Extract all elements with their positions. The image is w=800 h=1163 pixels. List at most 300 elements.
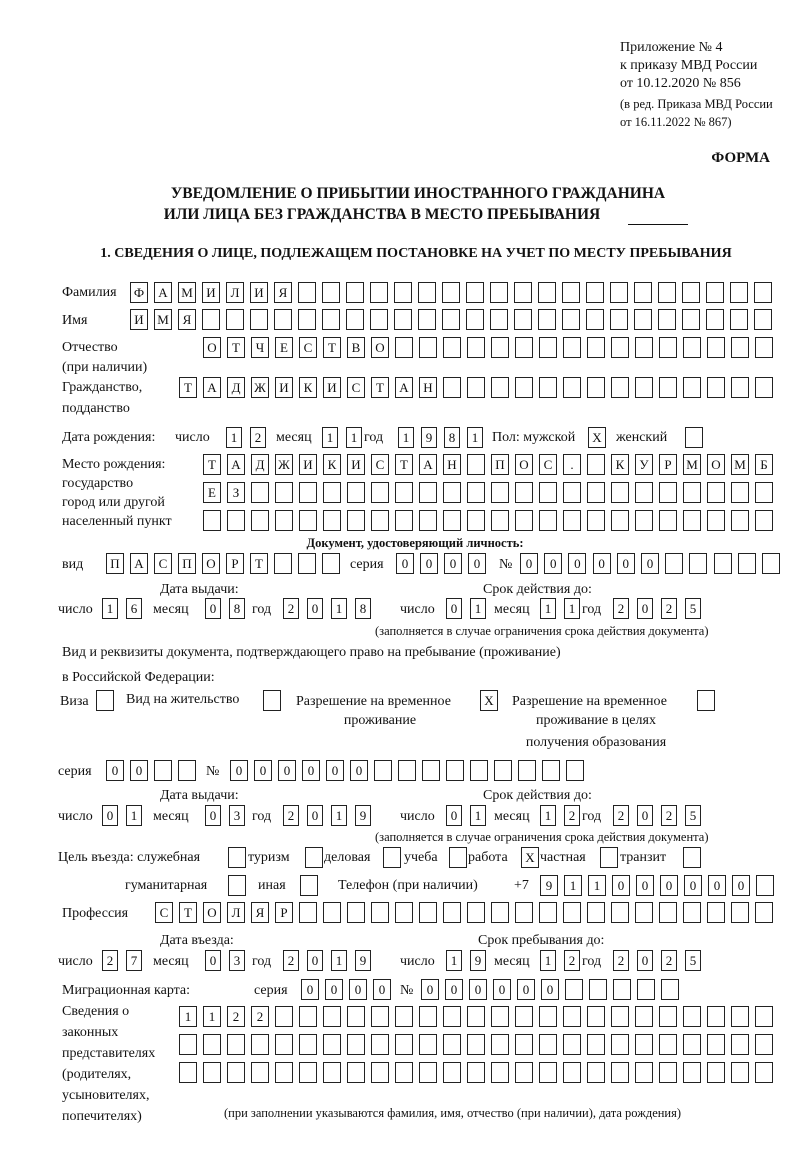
char-box-patronymic[interactable] (635, 337, 653, 358)
char-box-birthplace-line2[interactable] (755, 482, 773, 503)
char-box-doc-issue-year[interactable]: 1 (331, 598, 347, 619)
char-box-doc-issue-year[interactable]: 0 (307, 598, 323, 619)
char-box-birthplace-line3[interactable] (539, 510, 557, 531)
char-box-representatives-line2[interactable] (731, 1034, 749, 1055)
char-box-phone[interactable] (756, 875, 774, 896)
char-box-citizenship[interactable]: А (395, 377, 413, 398)
char-box-birthplace-line2[interactable] (683, 482, 701, 503)
char-box-doc-type[interactable] (298, 553, 316, 574)
char-box-name[interactable] (202, 309, 220, 330)
char-box-profession[interactable]: О (203, 902, 221, 923)
char-box-doc-type[interactable] (322, 553, 340, 574)
char-box-citizenship[interactable] (467, 377, 485, 398)
checkbox-permit-temp-residence[interactable]: X (480, 690, 498, 711)
char-box-birthplace-line1[interactable] (587, 454, 605, 475)
char-box-profession[interactable] (371, 902, 389, 923)
char-box-permit-number[interactable] (398, 760, 416, 781)
char-box-citizenship[interactable]: И (275, 377, 293, 398)
char-box-doc-type[interactable]: Р (226, 553, 244, 574)
char-box-representatives-line2[interactable] (251, 1034, 269, 1055)
char-box-surname[interactable]: Я (274, 282, 292, 303)
char-box-birth-day[interactable]: 1 (226, 427, 242, 448)
char-box-birth-year[interactable]: 9 (421, 427, 437, 448)
char-box-birthplace-line3[interactable] (755, 510, 773, 531)
char-box-surname[interactable] (370, 282, 388, 303)
char-box-permit-issue-year[interactable]: 9 (355, 805, 371, 826)
char-box-citizenship[interactable] (755, 377, 773, 398)
char-box-representatives-line1[interactable] (467, 1006, 485, 1027)
char-box-birthplace-line3[interactable] (467, 510, 485, 531)
char-box-representatives-line2[interactable] (563, 1034, 581, 1055)
char-box-representatives-line3[interactable] (395, 1062, 413, 1083)
char-box-profession[interactable] (395, 902, 413, 923)
char-box-representatives-line1[interactable]: 1 (179, 1006, 197, 1027)
char-box-citizenship[interactable] (515, 377, 533, 398)
char-box-name[interactable] (394, 309, 412, 330)
char-box-permit-issue-month[interactable]: 0 (205, 805, 221, 826)
char-box-entry-year[interactable]: 0 (307, 950, 323, 971)
char-box-stay-month[interactable]: 1 (540, 950, 556, 971)
char-box-representatives-line1[interactable] (635, 1006, 653, 1027)
char-box-citizenship[interactable]: А (203, 377, 221, 398)
checkbox-permit-residence[interactable] (263, 690, 281, 711)
char-box-representatives-line1[interactable] (659, 1006, 677, 1027)
char-box-profession[interactable] (491, 902, 509, 923)
char-box-birthplace-line3[interactable] (587, 510, 605, 531)
char-box-birthplace-line1[interactable]: И (299, 454, 317, 475)
char-box-birthplace-line2[interactable] (347, 482, 365, 503)
char-box-doc-type[interactable]: О (202, 553, 220, 574)
char-box-surname[interactable] (442, 282, 460, 303)
char-box-birthplace-line1[interactable]: К (611, 454, 629, 475)
char-box-representatives-line3[interactable] (275, 1062, 293, 1083)
char-box-birthplace-line3[interactable] (371, 510, 389, 531)
char-box-citizenship[interactable]: И (323, 377, 341, 398)
char-box-name[interactable] (538, 309, 556, 330)
char-box-representatives-line1[interactable] (419, 1006, 437, 1027)
char-box-migration-number[interactable] (565, 979, 583, 1000)
char-box-name[interactable] (562, 309, 580, 330)
char-box-representatives-line2[interactable] (515, 1034, 533, 1055)
char-box-patronymic[interactable] (515, 337, 533, 358)
char-box-name[interactable] (466, 309, 484, 330)
char-box-birthplace-line3[interactable] (347, 510, 365, 531)
char-box-birthplace-line1[interactable]: О (515, 454, 533, 475)
char-box-representatives-line1[interactable] (683, 1006, 701, 1027)
char-box-doc-number[interactable]: 0 (641, 553, 659, 574)
char-box-phone[interactable]: 0 (612, 875, 630, 896)
char-box-birthplace-line2[interactable] (611, 482, 629, 503)
char-box-doc-type[interactable]: С (154, 553, 172, 574)
char-box-birthplace-line1[interactable]: Б (755, 454, 773, 475)
char-box-birthplace-line1[interactable]: А (227, 454, 245, 475)
checkbox-purpose-other[interactable] (300, 875, 318, 896)
char-box-representatives-line2[interactable] (467, 1034, 485, 1055)
char-box-representatives-line3[interactable] (467, 1062, 485, 1083)
char-box-doc-number[interactable] (665, 553, 683, 574)
char-box-doc-series[interactable]: 0 (468, 553, 486, 574)
char-box-surname[interactable]: М (178, 282, 196, 303)
char-box-entry-year[interactable]: 1 (331, 950, 347, 971)
char-box-citizenship[interactable]: Т (371, 377, 389, 398)
char-box-profession[interactable] (299, 902, 317, 923)
char-box-patronymic[interactable] (491, 337, 509, 358)
char-box-patronymic[interactable] (659, 337, 677, 358)
char-box-birthplace-line2[interactable] (467, 482, 485, 503)
char-box-representatives-line2[interactable] (275, 1034, 293, 1055)
checkbox-permit-temp-edu[interactable] (697, 690, 715, 711)
char-box-permit-series[interactable]: 0 (130, 760, 148, 781)
char-box-representatives-line3[interactable] (611, 1062, 629, 1083)
char-box-representatives-line3[interactable] (419, 1062, 437, 1083)
char-box-permit-number[interactable]: 0 (230, 760, 248, 781)
char-box-representatives-line3[interactable] (635, 1062, 653, 1083)
char-box-doc-number[interactable] (738, 553, 756, 574)
char-box-birthplace-line1[interactable]: С (539, 454, 557, 475)
char-box-name[interactable] (754, 309, 772, 330)
char-box-phone[interactable]: 0 (708, 875, 726, 896)
char-box-citizenship[interactable] (659, 377, 677, 398)
char-box-representatives-line3[interactable] (347, 1062, 365, 1083)
checkbox-purpose-official[interactable] (228, 847, 246, 868)
char-box-birth-month[interactable]: 1 (322, 427, 338, 448)
char-box-representatives-line2[interactable] (635, 1034, 653, 1055)
char-box-permit-issue-day[interactable]: 0 (102, 805, 118, 826)
char-box-birthplace-line2[interactable] (371, 482, 389, 503)
char-box-birthplace-line3[interactable] (683, 510, 701, 531)
char-box-representatives-line1[interactable] (731, 1006, 749, 1027)
char-box-patronymic[interactable] (419, 337, 437, 358)
char-box-representatives-line1[interactable] (755, 1006, 773, 1027)
char-box-migration-number[interactable]: 0 (517, 979, 535, 1000)
checkbox-purpose-study[interactable] (449, 847, 467, 868)
char-box-permit-issue-month[interactable]: 3 (229, 805, 245, 826)
char-box-birthplace-line2[interactable]: Е (203, 482, 221, 503)
char-box-birthplace-line1[interactable]: С (371, 454, 389, 475)
char-box-representatives-line2[interactable] (659, 1034, 677, 1055)
char-box-profession[interactable] (323, 902, 341, 923)
char-box-permit-number[interactable]: 0 (350, 760, 368, 781)
char-box-name[interactable] (274, 309, 292, 330)
char-box-birthplace-line2[interactable] (539, 482, 557, 503)
char-box-name[interactable] (514, 309, 532, 330)
char-box-permit-number[interactable]: 0 (326, 760, 344, 781)
char-box-phone[interactable]: 1 (588, 875, 606, 896)
char-box-birthplace-line3[interactable] (707, 510, 725, 531)
char-box-representatives-line1[interactable] (323, 1006, 341, 1027)
char-box-representatives-line3[interactable] (203, 1062, 221, 1083)
char-box-permit-number[interactable] (374, 760, 392, 781)
char-box-stay-year[interactable]: 2 (613, 950, 629, 971)
char-box-representatives-line1[interactable]: 1 (203, 1006, 221, 1027)
char-box-permit-number[interactable] (470, 760, 488, 781)
char-box-migration-series[interactable]: 0 (349, 979, 367, 1000)
char-box-stay-year[interactable]: 5 (685, 950, 701, 971)
char-box-patronymic[interactable]: О (371, 337, 389, 358)
char-box-permit-number[interactable] (422, 760, 440, 781)
char-box-surname[interactable] (490, 282, 508, 303)
char-box-citizenship[interactable] (563, 377, 581, 398)
char-box-representatives-line3[interactable] (299, 1062, 317, 1083)
char-box-profession[interactable] (635, 902, 653, 923)
char-box-birth-year[interactable]: 8 (444, 427, 460, 448)
char-box-birth-month[interactable]: 1 (346, 427, 362, 448)
char-box-birthplace-line1[interactable] (467, 454, 485, 475)
char-box-stay-day[interactable]: 9 (470, 950, 486, 971)
char-box-profession[interactable] (683, 902, 701, 923)
char-box-representatives-line2[interactable] (371, 1034, 389, 1055)
char-box-birthplace-line3[interactable] (731, 510, 749, 531)
char-box-stay-year[interactable]: 2 (661, 950, 677, 971)
char-box-representatives-line3[interactable] (683, 1062, 701, 1083)
char-box-surname[interactable] (538, 282, 556, 303)
char-box-birthplace-line3[interactable] (635, 510, 653, 531)
char-box-permit-series[interactable] (178, 760, 196, 781)
char-box-profession[interactable] (659, 902, 677, 923)
char-box-permit-number[interactable] (542, 760, 560, 781)
char-box-surname[interactable]: И (250, 282, 268, 303)
char-box-migration-number[interactable]: 0 (541, 979, 559, 1000)
char-box-birthplace-line1[interactable]: П (491, 454, 509, 475)
char-box-representatives-line2[interactable] (707, 1034, 725, 1055)
char-box-representatives-line2[interactable] (755, 1034, 773, 1055)
char-box-birthplace-line3[interactable] (251, 510, 269, 531)
char-box-representatives-line3[interactable] (563, 1062, 581, 1083)
char-box-representatives-line2[interactable] (395, 1034, 413, 1055)
char-box-name[interactable] (370, 309, 388, 330)
char-box-permit-issue-year[interactable]: 1 (331, 805, 347, 826)
char-box-migration-number[interactable]: 0 (421, 979, 439, 1000)
char-box-migration-number[interactable] (613, 979, 631, 1000)
char-box-representatives-line1[interactable]: 2 (227, 1006, 245, 1027)
checkbox-purpose-work[interactable]: X (521, 847, 539, 868)
char-box-patronymic[interactable]: В (347, 337, 365, 358)
char-box-citizenship[interactable]: Н (419, 377, 437, 398)
char-box-representatives-line1[interactable] (587, 1006, 605, 1027)
char-box-surname[interactable]: А (154, 282, 172, 303)
char-box-birthplace-line1[interactable]: А (419, 454, 437, 475)
char-box-representatives-line1[interactable] (395, 1006, 413, 1027)
char-box-profession[interactable] (347, 902, 365, 923)
char-box-name[interactable] (610, 309, 628, 330)
char-box-doc-number[interactable] (762, 553, 780, 574)
char-box-profession[interactable]: Т (179, 902, 197, 923)
char-box-birth-year[interactable]: 1 (398, 427, 414, 448)
char-box-birthplace-line1[interactable]: Д (251, 454, 269, 475)
char-box-surname[interactable] (298, 282, 316, 303)
char-box-representatives-line2[interactable] (491, 1034, 509, 1055)
char-box-birthplace-line2[interactable] (275, 482, 293, 503)
char-box-representatives-line1[interactable] (491, 1006, 509, 1027)
char-box-phone[interactable]: 9 (540, 875, 558, 896)
char-box-profession[interactable] (731, 902, 749, 923)
char-box-doc-issue-month[interactable]: 8 (229, 598, 245, 619)
checkbox-purpose-tourism[interactable] (305, 847, 323, 868)
char-box-migration-number[interactable] (637, 979, 655, 1000)
char-box-birthplace-line1[interactable]: И (347, 454, 365, 475)
char-box-birthplace-line3[interactable] (659, 510, 677, 531)
char-box-permit-expiry-year[interactable]: 2 (613, 805, 629, 826)
char-box-name[interactable] (346, 309, 364, 330)
char-box-surname[interactable] (730, 282, 748, 303)
char-box-migration-number[interactable]: 0 (493, 979, 511, 1000)
char-box-permit-expiry-year[interactable]: 0 (637, 805, 653, 826)
char-box-birthplace-line3[interactable] (611, 510, 629, 531)
checkbox-purpose-humanitarian[interactable] (228, 875, 246, 896)
char-box-representatives-line2[interactable] (539, 1034, 557, 1055)
char-box-permit-expiry-day[interactable]: 1 (470, 805, 486, 826)
char-box-citizenship[interactable]: К (299, 377, 317, 398)
char-box-surname[interactable] (682, 282, 700, 303)
char-box-name[interactable] (490, 309, 508, 330)
char-box-birthplace-line3[interactable] (323, 510, 341, 531)
char-box-citizenship[interactable]: Ж (251, 377, 269, 398)
char-box-permit-expiry-day[interactable]: 0 (446, 805, 462, 826)
char-box-birthplace-line2[interactable] (515, 482, 533, 503)
char-box-birthplace-line3[interactable] (443, 510, 461, 531)
char-box-doc-number[interactable]: 0 (544, 553, 562, 574)
char-box-name[interactable] (418, 309, 436, 330)
char-box-name[interactable] (634, 309, 652, 330)
checkbox-permit-visa[interactable] (96, 690, 114, 711)
char-box-profession[interactable]: Я (251, 902, 269, 923)
char-box-name[interactable] (226, 309, 244, 330)
char-box-profession[interactable]: Р (275, 902, 293, 923)
char-box-birthplace-line2[interactable] (395, 482, 413, 503)
char-box-birthplace-line3[interactable] (563, 510, 581, 531)
char-box-birthplace-line2[interactable] (635, 482, 653, 503)
char-box-representatives-line3[interactable] (587, 1062, 605, 1083)
char-box-profession[interactable] (707, 902, 725, 923)
char-box-representatives-line3[interactable] (707, 1062, 725, 1083)
char-box-doc-series[interactable]: 0 (396, 553, 414, 574)
char-box-surname[interactable] (586, 282, 604, 303)
char-box-citizenship[interactable] (731, 377, 749, 398)
char-box-representatives-line1[interactable] (611, 1006, 629, 1027)
char-box-representatives-line1[interactable] (443, 1006, 461, 1027)
char-box-profession[interactable] (467, 902, 485, 923)
char-box-doc-series[interactable]: 0 (420, 553, 438, 574)
char-box-surname[interactable] (706, 282, 724, 303)
char-box-representatives-line3[interactable] (371, 1062, 389, 1083)
char-box-representatives-line1[interactable] (371, 1006, 389, 1027)
char-box-doc-expiry-year[interactable]: 2 (613, 598, 629, 619)
char-box-surname[interactable]: Ф (130, 282, 148, 303)
char-box-representatives-line3[interactable] (323, 1062, 341, 1083)
char-box-birthplace-line3[interactable] (395, 510, 413, 531)
char-box-doc-series[interactable]: 0 (444, 553, 462, 574)
char-box-patronymic[interactable]: О (203, 337, 221, 358)
place-blank-line[interactable] (628, 224, 688, 225)
char-box-name[interactable] (730, 309, 748, 330)
char-box-doc-type[interactable]: А (130, 553, 148, 574)
char-box-birthplace-line2[interactable] (419, 482, 437, 503)
char-box-name[interactable] (706, 309, 724, 330)
char-box-birthplace-line3[interactable] (419, 510, 437, 531)
char-box-surname[interactable]: Л (226, 282, 244, 303)
char-box-migration-series[interactable]: 0 (373, 979, 391, 1000)
char-box-name[interactable] (682, 309, 700, 330)
char-box-permit-issue-year[interactable]: 2 (283, 805, 299, 826)
char-box-name[interactable] (442, 309, 460, 330)
char-box-birthplace-line3[interactable] (203, 510, 221, 531)
char-box-representatives-line2[interactable] (203, 1034, 221, 1055)
char-box-representatives-line1[interactable] (275, 1006, 293, 1027)
char-box-representatives-line2[interactable] (683, 1034, 701, 1055)
char-box-doc-expiry-month[interactable]: 1 (564, 598, 580, 619)
char-box-permit-expiry-year[interactable]: 2 (661, 805, 677, 826)
char-box-birthplace-line2[interactable]: З (227, 482, 245, 503)
char-box-patronymic[interactable] (587, 337, 605, 358)
char-box-migration-number[interactable] (661, 979, 679, 1000)
char-box-citizenship[interactable] (587, 377, 605, 398)
char-box-entry-day[interactable]: 7 (126, 950, 142, 971)
char-box-surname[interactable]: И (202, 282, 220, 303)
char-box-representatives-line2[interactable] (419, 1034, 437, 1055)
char-box-birthplace-line2[interactable] (323, 482, 341, 503)
char-box-doc-issue-year[interactable]: 8 (355, 598, 371, 619)
char-box-permit-expiry-month[interactable]: 2 (564, 805, 580, 826)
char-box-profession[interactable] (443, 902, 461, 923)
char-box-birthplace-line1[interactable]: К (323, 454, 341, 475)
char-box-patronymic[interactable]: С (299, 337, 317, 358)
char-box-patronymic[interactable] (563, 337, 581, 358)
char-box-representatives-line1[interactable]: 2 (251, 1006, 269, 1027)
char-box-doc-issue-year[interactable]: 2 (283, 598, 299, 619)
char-box-entry-month[interactable]: 3 (229, 950, 245, 971)
char-box-name[interactable]: Я (178, 309, 196, 330)
char-box-birthplace-line1[interactable]: Ж (275, 454, 293, 475)
char-box-representatives-line3[interactable] (251, 1062, 269, 1083)
char-box-phone[interactable]: 0 (732, 875, 750, 896)
char-box-birthplace-line1[interactable]: Т (395, 454, 413, 475)
char-box-surname[interactable] (418, 282, 436, 303)
char-box-migration-number[interactable]: 0 (469, 979, 487, 1000)
char-box-doc-expiry-day[interactable]: 1 (470, 598, 486, 619)
char-box-representatives-line1[interactable] (539, 1006, 557, 1027)
char-box-birthplace-line2[interactable] (707, 482, 725, 503)
char-box-doc-expiry-year[interactable]: 5 (685, 598, 701, 619)
char-box-representatives-line3[interactable] (443, 1062, 461, 1083)
char-box-representatives-line3[interactable] (227, 1062, 245, 1083)
char-box-patronymic[interactable] (443, 337, 461, 358)
char-box-birthplace-line1[interactable]: . (563, 454, 581, 475)
char-box-surname[interactable] (394, 282, 412, 303)
char-box-permit-number[interactable]: 0 (254, 760, 272, 781)
char-box-patronymic[interactable]: Ч (251, 337, 269, 358)
char-box-surname[interactable] (346, 282, 364, 303)
char-box-migration-number[interactable] (589, 979, 607, 1000)
char-box-patronymic[interactable] (395, 337, 413, 358)
char-box-representatives-line3[interactable] (539, 1062, 557, 1083)
char-box-permit-number[interactable] (446, 760, 464, 781)
char-box-representatives-line3[interactable] (755, 1062, 773, 1083)
char-box-entry-year[interactable]: 9 (355, 950, 371, 971)
char-box-doc-issue-day[interactable]: 1 (102, 598, 118, 619)
char-box-citizenship[interactable] (635, 377, 653, 398)
char-box-citizenship[interactable] (707, 377, 725, 398)
char-box-birthplace-line2[interactable] (731, 482, 749, 503)
char-box-birthplace-line2[interactable] (587, 482, 605, 503)
char-box-stay-day[interactable]: 1 (446, 950, 462, 971)
char-box-birthplace-line1[interactable]: М (683, 454, 701, 475)
char-box-representatives-line1[interactable] (515, 1006, 533, 1027)
char-box-birthplace-line1[interactable]: Н (443, 454, 461, 475)
char-box-doc-issue-month[interactable]: 0 (205, 598, 221, 619)
char-box-surname[interactable] (514, 282, 532, 303)
char-box-name[interactable] (298, 309, 316, 330)
char-box-patronymic[interactable] (755, 337, 773, 358)
